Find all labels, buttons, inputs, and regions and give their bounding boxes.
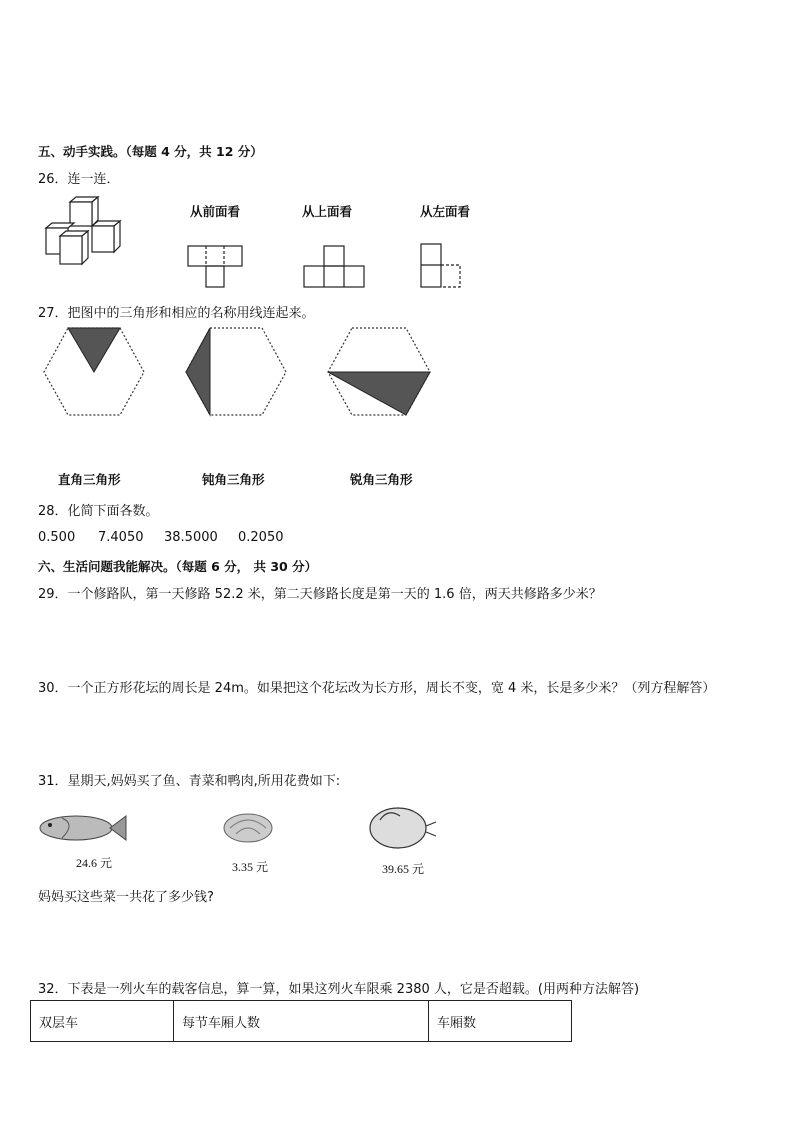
question-32: 32．下表是一列火车的载客信息，算一算，如果这列火车限乘 2380 人，它是否超载。(用两种方法解答)	[38, 982, 640, 997]
triangle-name-acute: 锐角三角形	[350, 472, 413, 487]
cabbage-icon	[220, 806, 276, 846]
price-fish: 24.6 元	[76, 856, 113, 870]
duck-icon	[366, 800, 438, 852]
question-31: 31．星期天,妈妈买了鱼、青菜和鸭肉,所用花费如下:	[38, 774, 341, 789]
number-2: 7.4050	[98, 530, 144, 545]
question-31-prompt: 妈妈买这些菜一共花了多少钱?	[38, 890, 214, 905]
view-label-top: 从上面看	[302, 204, 353, 219]
section-5-title: 五、动手实践。（每题 4 分，共 12 分）	[38, 144, 263, 159]
view-label-left: 从左面看	[420, 204, 471, 219]
triangle-name-obtuse: 钝角三角形	[202, 472, 265, 487]
view-figure-inverted-t	[302, 240, 368, 290]
hexagon-figure-1	[40, 326, 150, 418]
table-header-cell: 车厢数	[429, 1001, 572, 1042]
table-header-cell: 双层车	[31, 1001, 174, 1042]
triangle-name-right: 直角三角形	[58, 472, 121, 487]
cube-stack-figure	[40, 196, 130, 268]
fish-icon	[36, 808, 128, 848]
question-26: 26．连一连．	[38, 172, 120, 187]
view-figure-t-shape	[186, 240, 246, 290]
number-1: 0.500	[38, 530, 76, 545]
question-28: 28．化简下面各数。	[38, 504, 159, 519]
hexagon-figure-2	[182, 326, 292, 418]
number-4: 0.2050	[238, 530, 284, 545]
price-duck: 39.65 元	[382, 862, 425, 876]
view-label-front: 从前面看	[190, 204, 241, 219]
question-30: 30．一个正方形花坛的周长是 24m。如果把这个花坛改为长方形，周长不变，宽 4 米，长是多少米？（列方程解答）	[38, 681, 716, 696]
hexagon-figure-3	[324, 326, 436, 418]
price-vegetable: 3.35 元	[232, 860, 269, 874]
question-27: 27．把图中的三角形和相应的名称用线连起来。	[38, 306, 315, 321]
table-row	[31, 1001, 572, 1042]
question-29: 29．一个修路队，第一天修路 52.2 米，第二天修路长度是第一天的 1.6 倍，两天共修路多少米？	[38, 587, 602, 602]
train-info-table	[30, 1000, 572, 1042]
number-3: 38.5000	[164, 530, 218, 545]
view-figure-l-shape	[418, 240, 468, 290]
section-6-title: 六、生活问题我能解决。（每题 6 分， 共 30 分）	[38, 559, 318, 574]
table-header-cell: 每节车厢人数	[174, 1001, 429, 1042]
